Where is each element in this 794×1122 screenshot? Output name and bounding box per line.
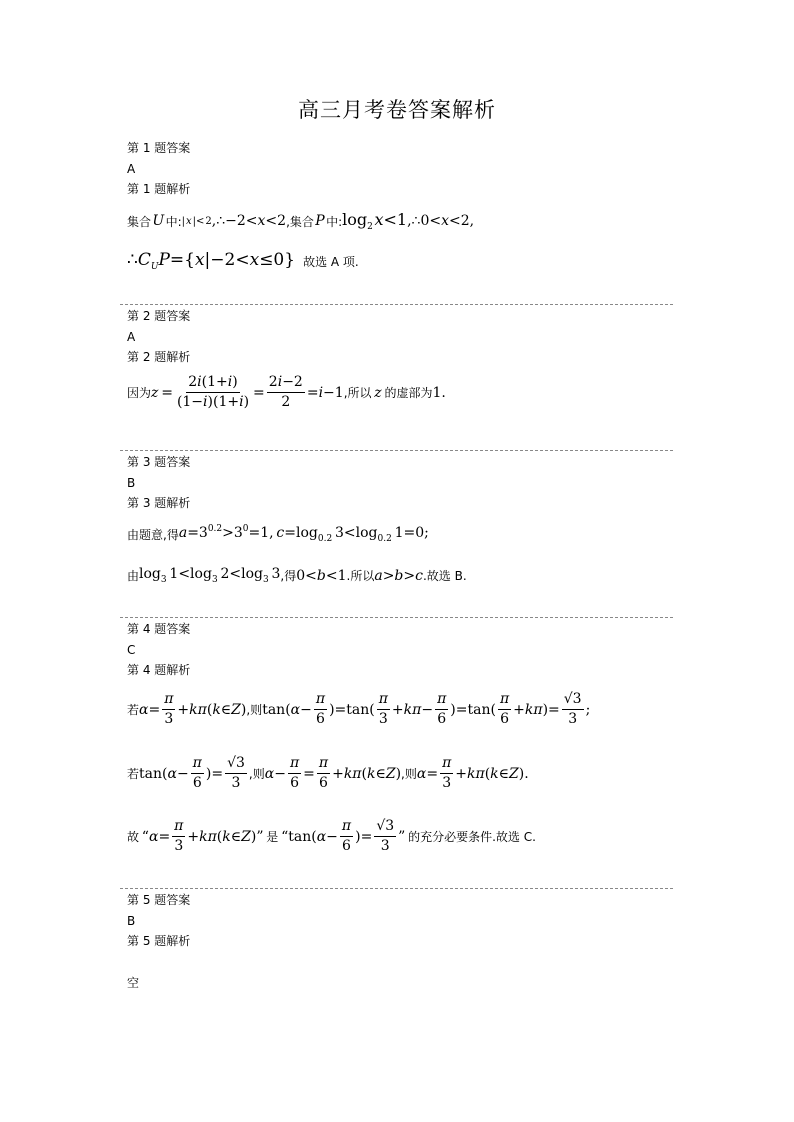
answer-value: A [127,161,136,176]
analysis-label: 第 4 题解析 [127,663,191,677]
fraction: $\frac{\pi}{6}$ [315,691,326,727]
divider [120,617,673,618]
math: = [303,765,315,782]
analysis-line-1 [127,374,446,411]
text: 是 [266,830,279,844]
math: $\log_3 1<\log_3$ $2<\log_3$ 3 [139,566,281,585]
text: 中: [165,214,182,229]
analysis-line-3 [127,818,536,855]
math: $\log_2$ x<1 [342,210,408,232]
text: 的充分必要条件.故选 C. [408,830,536,844]
answer-value: C [127,642,136,657]
text: 因为 [127,386,152,400]
math: “α= [139,828,171,845]
answer-label: 第 5 题答案 [127,893,191,907]
math: ,∴0<x<2, [407,213,475,229]
text: 故 [127,830,140,844]
math: α= [139,701,161,718]
text: ,则 [401,767,417,781]
fraction: $\frac{2i-2}{2}$ [268,374,303,410]
analysis-line-2 [127,566,467,585]
math: | x |< 2 [181,215,212,227]
fraction: $\frac{√3}{3}$ [227,755,245,791]
divider [120,888,673,889]
math: tan(α− [262,701,312,718]
fraction: $\frac{\pi}{6}$ [437,691,447,727]
fraction: $\frac{\pi}{3}$ [378,691,388,727]
question-5 [127,890,673,990]
math: α− [264,765,286,782]
math: = [253,384,265,401]
math: +kπ(k∈Z) [177,701,247,718]
answer-label: 第 4 题答案 [127,622,191,636]
analysis-line-1 [127,691,590,728]
answer-label: 第 2 题答案 [127,309,191,323]
answer-value: B [127,475,136,490]
text: 的虚部为 [384,386,433,400]
text: ,所以 [343,386,372,400]
text: ,集合 [286,214,314,229]
fraction: $\frac{\pi}{6}$ [499,691,510,727]
question-2 [127,306,673,410]
math: )= [355,828,373,845]
text: ,则 [246,703,263,717]
math: = [158,384,173,401]
fraction: $\frac{\pi}{6}$ [318,755,329,791]
text: 故选 A 项. [303,254,359,269]
fraction: $\frac{√3}{3}$ [376,818,395,854]
fraction: $\frac{2i(1+i)}{(1-i)(1+i)}$ [176,374,250,410]
answer-label: 第 3 题答案 [127,455,191,469]
math: +kπ(k∈Z). [455,765,529,782]
fraction: $\frac{√3}{3}$ [563,691,582,727]
math: +kπ(k∈Z)” [187,828,267,845]
divider [120,304,673,305]
question-4 [127,619,673,854]
text: 中: [326,214,343,229]
analysis-line-2 [127,755,529,792]
math: U [151,213,166,229]
answer-value: B [127,913,136,928]
math: +kπ− [391,701,434,718]
math: =i−1 [306,384,344,401]
text: .故选 B. [422,569,467,583]
fraction: $\frac{\pi}{3}$ [174,818,184,854]
math: +kπ(k∈Z) [332,765,402,782]
answer-label: 第 1 题答案 [127,141,191,155]
fraction: $\frac{\pi}{6}$ [341,818,352,854]
text: 空 [127,976,140,990]
text: 由题意,得 [127,527,179,542]
math: +kπ)= [513,701,560,718]
text: 若 [127,767,140,781]
math: P [313,213,327,229]
math: tan(α− [139,765,189,782]
math: α= [416,765,439,782]
analysis-line-1 [127,210,474,232]
analysis-line-2 [127,250,359,272]
math: ” [398,828,409,845]
question-1 [127,138,673,272]
math: z [151,384,159,401]
math: $\therefore C_UP=\{x|-2<x\le 0\}$ [127,250,296,272]
math: 1. [432,384,446,401]
math: “tan(α− [278,828,338,845]
answer-value: A [127,329,136,344]
analysis-label: 第 5 题解析 [127,934,191,948]
fraction: $\frac{\pi}{6}$ [192,755,202,791]
math: $a=3^{0.2}>3^0=1$, $c=\log_{0.2}$ $3<\log_{0.2}$ 1=0; [178,524,429,544]
math: )= [205,765,224,782]
math: ,∴−2<x<2 [211,213,287,229]
analysis-label: 第 2 题解析 [127,350,191,364]
text: 由 [127,569,140,583]
text: ,则 [248,767,265,781]
analysis-label: 第 3 题解析 [127,496,191,510]
text: 若 [127,703,140,717]
divider [120,450,673,451]
math: z [371,384,385,401]
text: 集合 [127,214,152,229]
text: .所以 [346,569,375,583]
analysis-label: 第 1 题解析 [127,182,191,196]
analysis-line-1 [127,524,429,544]
question-3 [127,452,673,585]
math: a>b>c [374,567,423,584]
math: 0<b<1 [296,567,347,584]
fraction: $\frac{\pi}{3}$ [164,691,174,727]
fraction: $\frac{\pi}{3}$ [442,755,452,791]
math: )=tan( [329,701,375,718]
fraction: $\frac{\pi}{6}$ [289,755,300,791]
math: ; [585,701,591,718]
math: )=tan( [450,701,496,718]
text: ,得 [280,569,297,583]
analysis-body [127,974,139,991]
page-title: 高三月考卷答案解析 [298,98,496,122]
